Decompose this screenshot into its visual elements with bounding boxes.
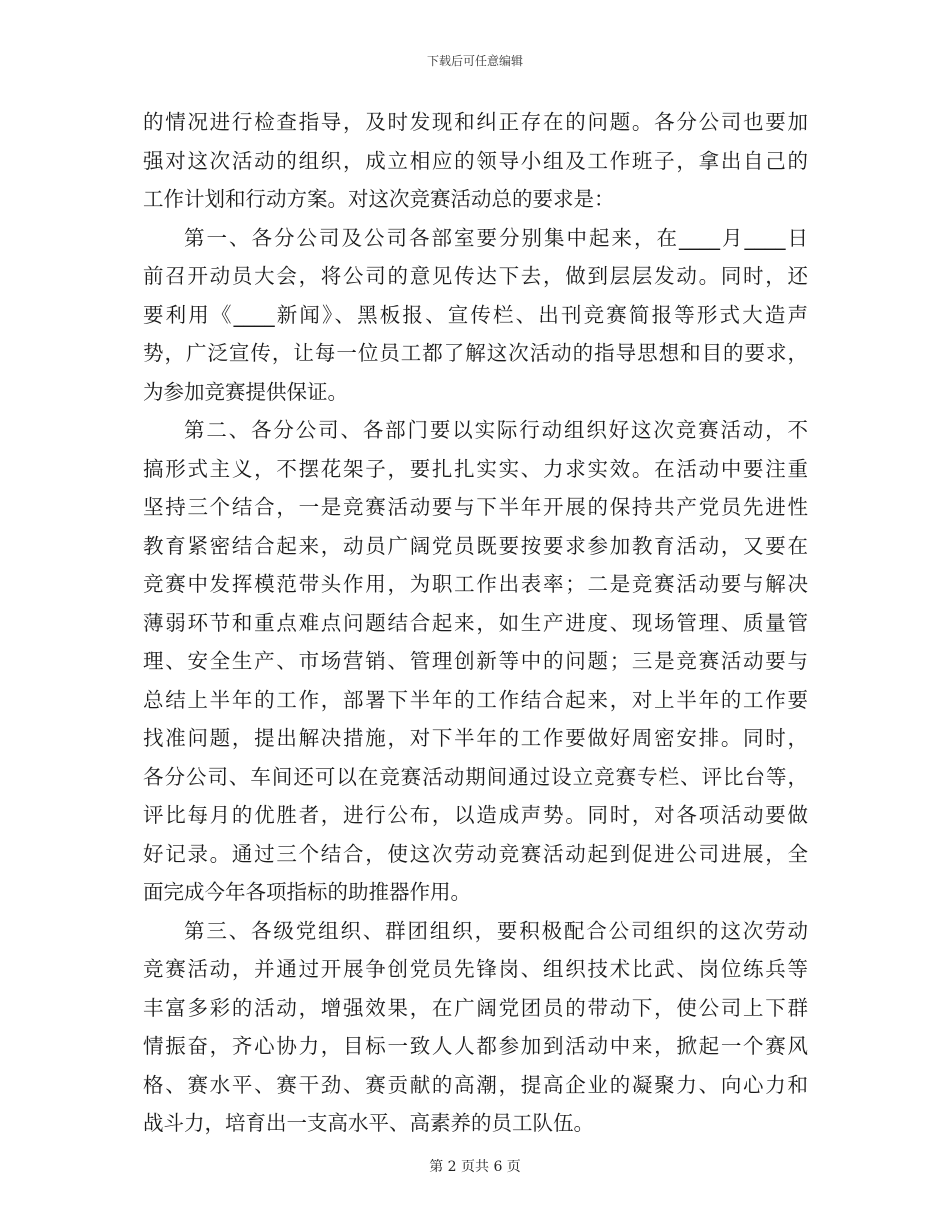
text-line: 坚持三个结合，一是竞赛活动要与下半年开展的保持共产党员先进性	[143, 495, 808, 519]
document-body	[143, 103, 808, 1143]
text-line: 的情况进行检查指导，及时发现和纠正存在的问题。各分公司也要加	[143, 110, 808, 134]
paragraph-first-line: 第二、各分公司、各部门要以实际行动组织好这次竞赛活动，不	[184, 418, 808, 442]
paragraph-first-line: 第一、各分公司及公司各部室要分别集中起来，在____月____日	[184, 225, 808, 250]
text-line: 找准问题，提出解决措施，对下半年的工作要做好周密安排。同时，	[143, 726, 808, 750]
text-line: 薄弱环节和重点难点问题结合起来，如生产进度、现场管理、质量管	[143, 610, 808, 635]
text-line: 竞赛中发挥模范带头作用，为职工作出表率；二是竞赛活动要与解决	[143, 572, 808, 596]
text-line: 评比每月的优胜者，进行公布，以造成声势。同时，对各项活动要做	[143, 803, 808, 827]
text-line: 面完成今年各项指标的助推器作用。	[143, 880, 471, 904]
paragraph-first-line: 第三、各级党组织、群团组织，要积极配合公司组织的这次劳动	[184, 918, 808, 943]
text-line: 势，广泛宣传，让每一位员工都了解这次活动的指导思想和目的要求，	[143, 341, 808, 365]
page-number-footer: 第 2 页共 6 页	[429, 1159, 521, 1175]
text-line: 要利用《____新闻》、黑板报、宣传栏、出刊竞赛简报等形式大造声	[143, 302, 808, 327]
text-line: 情振奋，齐心协力，目标一致人人都参加到活动中来，掀起一个赛风	[143, 1034, 808, 1058]
text-line: 格、赛水平、赛干劲、赛贡献的高潮，提高企业的凝聚力、向心力和	[143, 1072, 808, 1097]
text-line: 教育紧密结合起来，动员广阔党员既要按要求参加教育活动，又要在	[143, 533, 808, 558]
text-line: 各分公司、车间还可以在竞赛活动期间通过设立竞赛专栏、评比台等，	[143, 764, 808, 789]
text-line: 理、安全生产、市场营销、管理创新等中的问题；三是竞赛活动要与	[143, 649, 808, 673]
text-line: 搞形式主义，不摆花架子，要扎扎实实、力求实效。在活动中要注重	[143, 456, 808, 481]
text-line: 好记录。通过三个结合，使这次劳动竞赛活动起到促进公司进展，全	[143, 841, 808, 866]
text-line: 总结上半年的工作，部署下半年的工作结合起来，对上半年的工作要	[143, 687, 808, 712]
text-line: 强对这次活动的组织，成立相应的领导小组及工作班子，拿出自己的	[143, 148, 808, 173]
text-line: 丰富多彩的活动，增强效果，在广阔党团员的带动下，使公司上下群	[143, 995, 808, 1020]
text-line: 竞赛活动，并通过开展争创党员先锋岗、组织技术比武、岗位练兵等	[143, 957, 808, 981]
text-line: 工作计划和行动方案。对这次竞赛活动总的要求是：	[143, 187, 615, 211]
text-line: 为参加竞赛提供保证。	[143, 379, 348, 404]
text-line: 前召开动员大会，将公司的意见传达下去，做到层层发动。同时，还	[143, 264, 808, 288]
page-header: 下载后可任意编辑	[426, 54, 523, 68]
text-line: 战斗力，培育出一支高水平、高素养的员工队伍。	[143, 1111, 594, 1135]
